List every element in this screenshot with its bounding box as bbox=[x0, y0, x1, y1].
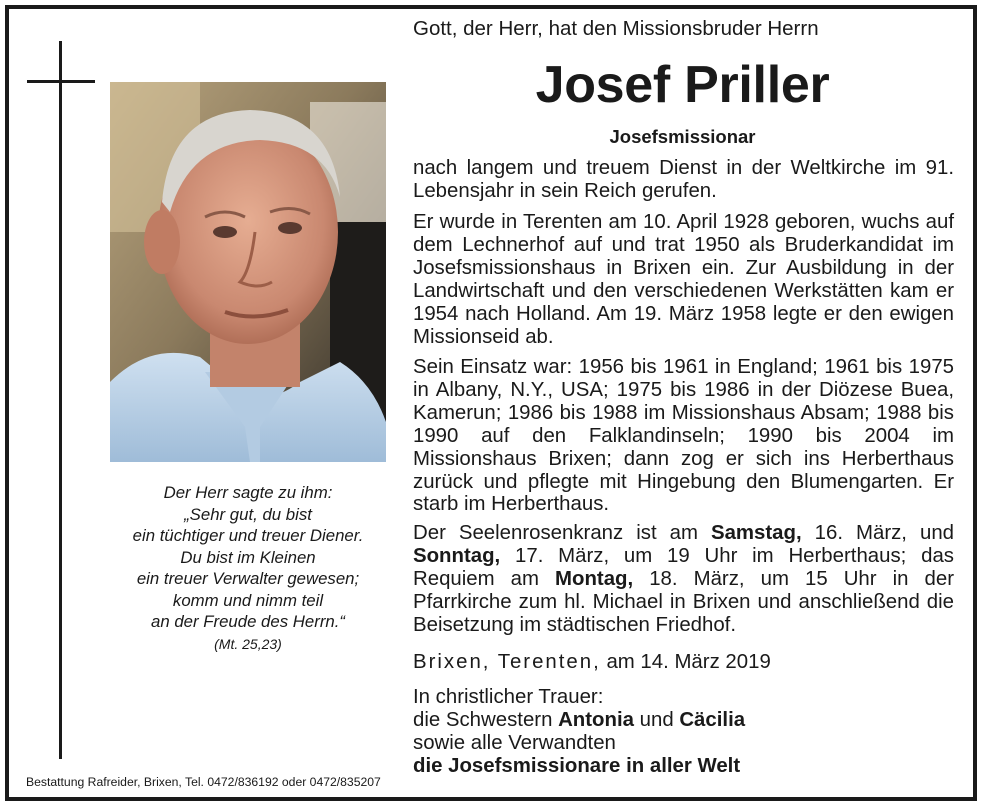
mourners-block bbox=[413, 686, 745, 778]
mourners-text: und bbox=[633, 708, 680, 731]
quote-line: ein tüchtiger und treuer Diener. bbox=[132, 526, 364, 545]
mourners-relatives: sowie alle Verwandten bbox=[413, 731, 616, 754]
order-title: Josefsmissionar bbox=[609, 126, 756, 147]
quote-line: Der Herr sagte zu ihm: bbox=[163, 483, 333, 502]
schedule-text: 16. März, und bbox=[801, 522, 955, 544]
order-members: die Josefsmissionare in aller Welt bbox=[413, 754, 741, 777]
schedule-day: Sonntag, bbox=[413, 544, 501, 567]
funeral-home-footer: Bestattung Rafreider, Brixen, Tel. 0472/836192 oder 0472/835207 bbox=[26, 775, 381, 789]
mourners-heading: In christlicher Trauer: bbox=[413, 686, 604, 708]
paragraph-biography: Er wurde in Terenten am 10. April 1928 geboren, wuchs auf dem Lechnerhof auf und trat 1950 als Bruderkandidat im Josefsmissionshaus in Brixen ein. Zur Ausbildung in der Landwirtschaft und den verschiedenen Werkstätten kam er 1954 nach Holland. Am 19. März 1958 legte er den ewigen Missionseid ab. bbox=[413, 211, 954, 348]
schedule-day: Samstag, bbox=[710, 522, 802, 544]
quote-line: „Sehr gut, du bist bbox=[184, 504, 312, 524]
cross-icon-horizontal bbox=[27, 80, 95, 83]
schedule-text: 17. März, um 19 Uhr im Herberthaus; das Requiem am bbox=[413, 544, 954, 590]
mourners-order bbox=[413, 755, 745, 778]
paragraph-mission-service: Sein Einsatz war: 1956 bis 1961 in England; 1961 bis 1975 in Albany, N.Y., USA; 1975 bis 1986 in der Diözese Buea, Kamerun; 1986 bis 1988 im Missionshaus Absam; 1988 bis 1990 auf den Falklandinseln; 1990 bis 2004 im Missionshaus Brixen; dann zog er sich ins Herberthaus zurück und pflegte mit Hingebung den Blumengarten. Er starb im Herberthaus. bbox=[413, 356, 954, 516]
paragraph-funeral-schedule bbox=[413, 522, 954, 637]
paragraph-calling: nach langem und treuem Dienst in der Weltkirche im 91. Lebensjahr in sein Reich gerufen. bbox=[413, 157, 954, 202]
mourners-text: die Schwestern bbox=[413, 708, 559, 731]
intro-line: Gott, der Herr, hat den Missionsbruder Herrn bbox=[413, 17, 819, 40]
places: Brixen, Terenten, bbox=[413, 651, 601, 673]
quote-line: an der Freude des Herrn.“ bbox=[150, 612, 345, 631]
quote-line: komm und nimm teil bbox=[172, 590, 324, 610]
mourners-sisters bbox=[413, 709, 745, 732]
quote-line: Du bist im Kleinen bbox=[180, 547, 316, 567]
schedule-text: Der Seelenrosenkranz ist am bbox=[413, 522, 711, 544]
place-and-date bbox=[413, 651, 771, 674]
cross-icon-vertical bbox=[59, 41, 62, 759]
schedule-day: Montag, bbox=[555, 567, 634, 590]
quote-reference: (Mt. 25,23) bbox=[214, 636, 282, 652]
date: am 14. März 2019 bbox=[600, 651, 771, 673]
portrait-photo bbox=[110, 82, 386, 462]
sister-name: Antonia bbox=[558, 708, 634, 731]
quote-line: ein treuer Verwalter gewesen; bbox=[136, 569, 360, 588]
deceased-name: Josef Priller bbox=[535, 56, 830, 114]
bible-quote bbox=[108, 482, 388, 633]
schedule-text: 18. März, um 15 Uhr in der Pfarrkirche zum hl. Michael in Brixen und anschließend die Beisetzung im städtischen Friedhof. bbox=[413, 567, 954, 636]
sister-name: Cäcilia bbox=[679, 708, 746, 731]
